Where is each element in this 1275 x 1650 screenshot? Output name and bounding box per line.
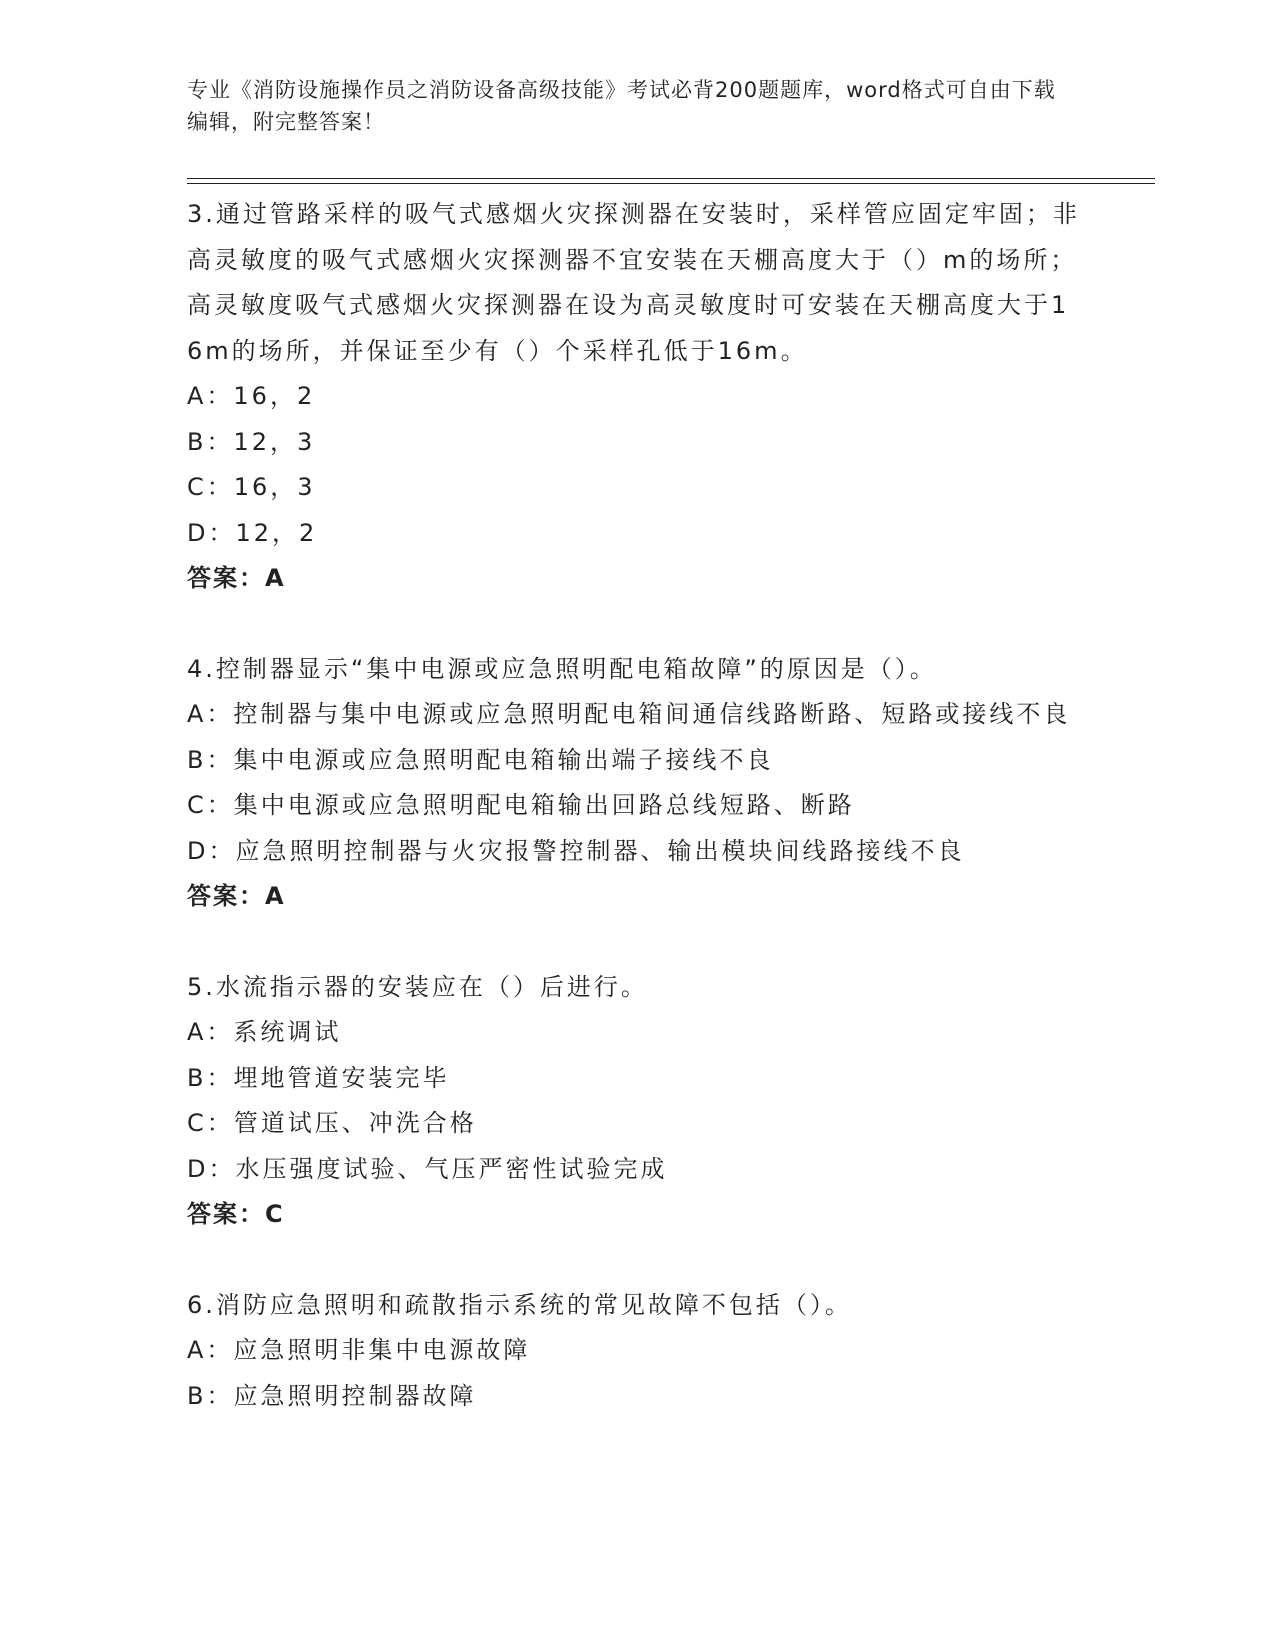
option-c: C：集中电源或应急照明配电箱输出回路总线短路、断路 (187, 791, 855, 819)
option-a: A：16，2 (187, 382, 316, 410)
question-stem: 5.水流指示器的安装应在（）后进行。 (187, 972, 648, 1001)
option-a: A：应急照明非集中电源故障 (187, 1336, 531, 1364)
option-a: A：系统调试 (187, 1018, 342, 1046)
option-b: B：集中电源或应急照明配电箱输出端子接线不良 (187, 745, 774, 774)
question-6 (187, 1283, 1087, 1420)
answer-line: 答案：A (187, 882, 286, 910)
question-5 (187, 965, 1087, 1238)
option-d: D：应急照明控制器与火灾报警控制器、输出模块间线路接线不良 (187, 836, 965, 865)
header-divider-top (187, 178, 1155, 179)
option-b: B：埋地管道安装完毕 (187, 1063, 450, 1092)
option-a: A：控制器与集中电源或应急照明配电箱间通信线路断路、短路或接线不良 (187, 700, 1071, 728)
question-list (187, 192, 1087, 1419)
answer-line: 答案：A (187, 564, 286, 592)
option-c: C：16，3 (187, 473, 316, 501)
option-b: B：应急照明控制器故障 (187, 1381, 477, 1410)
option-d: D：水压强度试验、气压严密性试验完成 (187, 1154, 668, 1183)
document-header: 专业《消防设施操作员之消防设备高级技能》考试必背200题题库，word格式可自由下载编辑，附完整答案！ (187, 78, 1056, 134)
header-divider-bottom (187, 183, 1155, 184)
question-stem: 4.控制器显示“集中电源或应急照明配电箱故障”的原因是（）。 (187, 654, 937, 683)
option-b: B：12，3 (187, 427, 316, 456)
option-c: C：管道试压、冲洗合格 (187, 1109, 477, 1137)
option-d: D：12，2 (187, 518, 318, 547)
answer-line: 答案：C (187, 1200, 285, 1228)
question-stem: 3.通过管路采样的吸气式感烟火灾探测器在安装时，采样管应固定牢固；非高灵敏度的吸气式感烟火灾探测器不宜安装在天棚高度大于（）m的场所；高灵敏度吸气式感烟火灾探测器在设为高灵敏度时可安装在天棚高度大于16m的场所，并保证至少有（）个采样孔低于16m。 (187, 200, 1080, 365)
question-3 (187, 192, 1087, 602)
question-stem: 6.消防应急照明和疏散指示系统的常见故障不包括（）。 (187, 1290, 852, 1319)
question-4 (187, 647, 1087, 920)
